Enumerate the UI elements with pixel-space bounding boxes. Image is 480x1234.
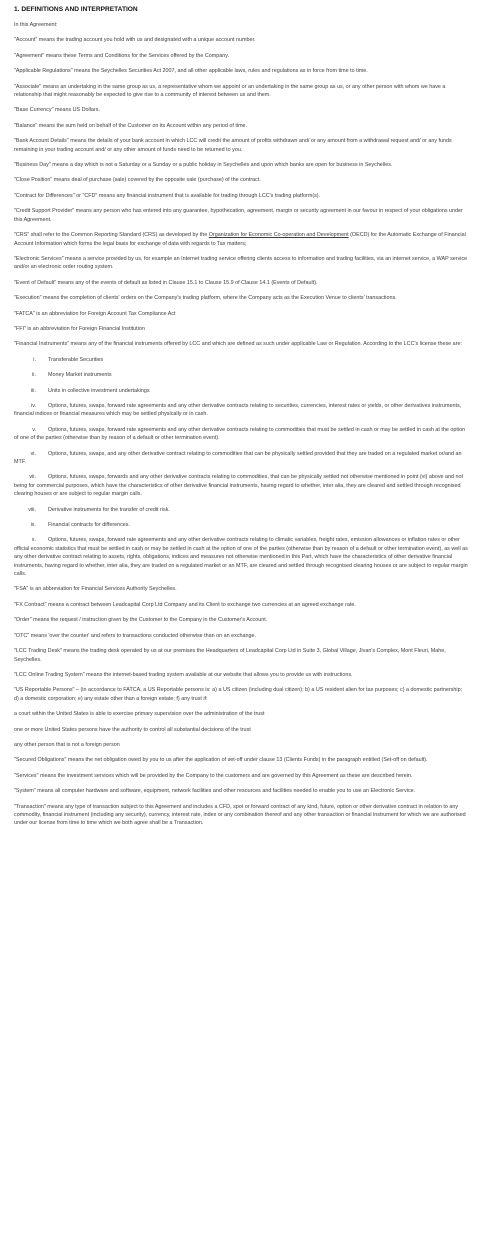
definition-paragraph: "Execution" means the completion of clients' orders on the Company's trading platform, where the Company acts as the Execution Venue to clients' transactions.: [14, 295, 397, 302]
list-item-numeral: x.: [31, 537, 36, 544]
crs-text-before: "CRS" shall refer to the Common Reporting Standard (CRS) as developed by the: [14, 232, 209, 239]
definition-paragraph: a court within the United States is able to exercise primary supervision over the administration of the trust: [14, 711, 265, 718]
definition-paragraph: "Close Position" means deal of purchase (sale) covered by the opposite sale (purchase) of the contract.: [14, 177, 261, 184]
list-item-text: Options, futures, swaps, forwards and any other derivative contracts relating to commodities, that can be physically settled not otherwise mentioned in point (vi) above and not being for commercial purposes, which have the characteristics of other derivative financial instruments, having regard to whether, inter alia, they are cleared and settled through recognised clearing houses or are subject to regular margin calls.: [14, 474, 463, 498]
definition-paragraph: "Financial Instruments" means any of the financial instruments offered by LCC and which are defined as such under applicable Law or Regulation. According to the LCC's license these are:: [14, 341, 462, 348]
list-item-numeral: ii.: [32, 372, 36, 379]
section-heading: 1. DEFINITIONS AND INTERPRETATION: [14, 6, 138, 13]
list-item-numeral: iii.: [30, 387, 36, 394]
definition-paragraph: "FATCA" is an abbreviation for Foreign Account Tax Compliance Act: [14, 310, 176, 317]
instrument-list-item: [14, 371, 468, 379]
financial-instruments-list: [14, 356, 468, 579]
definition-paragraph: "Business Day" means a day which is not a Saturday or a Sunday or a public holiday in Seychelles and upon which banks are open for business in Seychelles.: [14, 162, 393, 169]
definition-paragraph: "Applicable Regulations" means the Seychelles Securities Act 2007, and all other applicable laws, rules and regulations as in force from time to time.: [14, 68, 368, 75]
definition-paragraph: "Account" means the trading account you hold with us and designated with a unique account number.: [14, 37, 256, 44]
instrument-list-item: [14, 536, 468, 578]
definition-paragraph: "Agreement" means these Terms and Conditions for the Services offered by the Company.: [14, 52, 230, 59]
definition-paragraph: "US Reportable Persons" – (in accordance to FATCA, a US Reportable persons is: a) a US citizen (including dual citizen); b) a US resident alien for tax purposes; c) a domestic partnership; d) a domestic corporation; e) any estate other than a foreign estate; f) any trust if:: [14, 687, 463, 702]
list-item-text: Options, futures, swaps, forward rate agreements and any other derivative contracts relating to climatic variables, freight rates, emission allowances or inflation rates or other official economic statistics that must be settled in cash or may be settled in cash at the option of one of the parties (otherwise than by reason of a default or other termination event), as well as any other derivative contract relating to assets, rights, obligations, indices and measures not otherwise mentioned in this Part, which have the characteristics of other derivative financial instruments, having regard to whether, inter alia, they are traded on a regulated market or an MTF, are cleared and settled through recognised clearing houses or are subject to regular margin calls.: [14, 537, 468, 578]
definition-paragraph: one or more United States persons have the authority to control all substantial decisions of the trust: [14, 726, 251, 733]
intro-text: In this Agreement:: [14, 22, 58, 28]
list-item-numeral: v.: [32, 426, 36, 433]
instrument-list-item: [14, 450, 468, 467]
definition-paragraph: "Event of Default" means any of the events of default as listed in Clause 15.1 to Clause 15.9 of Clause 14.1 (Events of Default).: [14, 279, 318, 286]
list-item-numeral: iv.: [31, 402, 36, 409]
list-item-numeral: vi.: [30, 450, 36, 457]
instrument-list-item: [14, 426, 468, 443]
definition-paragraph: any other person that is not a foreign person: [14, 741, 120, 748]
definitions-block-3: [14, 585, 468, 827]
list-item-text: Options, futures, swaps, forward rate agreements and any other derivative contracts relating to securities, currencies, interest rates or yields, or other derivatives instruments, financial indices or financial measures which may be settled physically or in cash.: [14, 402, 462, 418]
list-item-text: Options, futures, swaps, forward rate agreements and any other derivative contracts relating to commodities that must be settled in cash or may be settled in cash at the option of one of the parties (otherwise than by reason of a default or other termination event).: [14, 426, 466, 442]
definition-paragraph: "Contract for Differences" or "CFD" means any financial instrument that is available for trading through LCC's trading platform(s).: [14, 192, 321, 199]
definition-paragraph: "Transaction" means any type of transaction subject to this Agreement and includes a CFD, spot or forward contract of any kind, future, option or other derivative contract in relation to any commodity, financial instrument (including any security), currency, interest rate, index or any combination thereof and any other transaction or financial instrument for which we are authorised under our license from time to time which we both agree shall be a Transaction.: [14, 803, 466, 827]
definition-paragraph: "OTC" means 'over the counter' and refers to transactions conducted otherwise than on an exchange.: [14, 632, 257, 639]
list-item-numeral: viii.: [28, 506, 36, 513]
definition-paragraph: "LCC Online Trading System" means the internet-based trading system available at our website that allows you to provide us with instructions.: [14, 671, 353, 678]
instrument-list-item: [14, 473, 468, 498]
instrument-list-item: [14, 356, 468, 364]
list-item-text: Derivative instruments for the transfer of credit risk.: [48, 506, 170, 513]
definition-paragraph: "Balance" means the sum held on behalf of the Customer on its Account within any period of time.: [14, 122, 248, 129]
instrument-list-item: [14, 506, 468, 514]
list-item-text: Money Market instruments: [48, 372, 112, 379]
definitions-block-2: [14, 255, 468, 349]
crs-text-after: (OECD) for the Automatic Exchange of Financial Account Information which forms the legal basis for exchange of data with regards to Tax matters;: [14, 232, 466, 247]
definition-paragraph: "Associate" means an undertaking in the same group as us, a representative whom we appoint or an undertaking in the same group as us, or any other person with whom we have a relationship that might reasonably be expected to give rise to a community of interest between us and them.: [14, 83, 446, 99]
list-item-text: Financial contracts for differences.: [48, 522, 130, 529]
definition-paragraph: "FX Contract" means a contract between Leadcapital Corp Ltd Company and its Client to exchange two currencies at an agreed exchange rate.: [14, 601, 356, 608]
list-item-numeral: ix.: [30, 522, 36, 529]
definition-paragraph: "Credit Support Provider" means any person who has entered into any guarantee, hypothecation, agreement, margin or security agreement in our favour in respect of your obligations under this Agreement.: [14, 208, 463, 223]
instrument-list-item: [14, 402, 468, 419]
list-item-numeral: vii.: [29, 474, 36, 481]
definition-paragraph: "FFI" is an abbreviation for Foreign Financial Institution: [14, 325, 145, 332]
definition-paragraph: "FSA" is an abbreviation for Financial Services Authority Seychelles.: [14, 586, 177, 593]
definitions-block-1: [14, 36, 468, 224]
definition-paragraph: "Order" means the request / instruction given by the Customer to the Company in the Customer's Account.: [14, 617, 268, 624]
instrument-list-item: [14, 521, 468, 529]
definition-paragraph: "System" means all computer hardware and software, equipment, network facilities and other resources and facilities needed to enable you to use an Electronic Service.: [14, 788, 416, 795]
definition-paragraph: "Services" means the investment services which will be provided by the Company to the customers and are governed by this Agreement as these are described herein.: [14, 772, 413, 779]
definition-paragraph: "Bank Account Details" means the details of your bank account in which LCC will credit the amount of profits withdrawn and/ or any amount from a withdrawal request and/ or any funds remaining in your trading account and/ or any other amount of funds need to be returned to you.: [14, 138, 452, 153]
list-item-numeral: i.: [33, 356, 36, 363]
definition-paragraph: "Electronic Services" means a service provided by us, for example an Internet trading service offering clients access to information and trading facilities, via an internet service, a WAP service and/or an electronic order routing system.: [14, 255, 468, 271]
definition-paragraph: "LCC Trading Desk" means the trading desk operated by us at our premises the Headquarters of Leadcapital Corp Ltd in Suite 3, Global Village, Jivan's Complex, Mont Fleuri, Mahe, Seychelles.: [14, 648, 446, 663]
definition-paragraph: "Base Currency" means US Dollars.: [14, 107, 100, 114]
list-item-text: Units in collective investment undertakings: [48, 387, 150, 394]
list-item-text: Options, futures, swaps, and any other derivative contract relating to commodities that can be physically settled provided that they are traded on a regulated market or/and an MTF.: [14, 450, 462, 465]
oecd-link[interactable]: Organization for Economic Co-operation and Development: [208, 232, 349, 239]
instrument-list-item: [14, 387, 468, 395]
definition-crs: [14, 231, 468, 248]
definition-paragraph: "Secured Obligations" means the net obligation owed by you to us after the application of set-off under clause 13 (Clients Funds) in the paragraph entitled (Set-off on default).: [14, 757, 428, 764]
list-item-text: Transferable Securities: [48, 356, 104, 363]
